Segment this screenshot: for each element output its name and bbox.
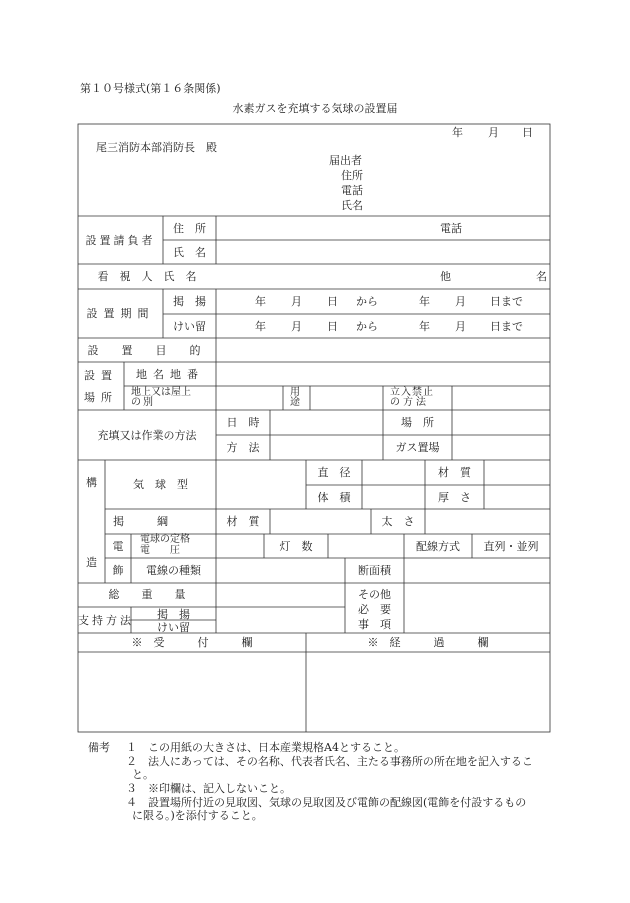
note-1: １ この用紙の大きさは、日本産業規格A4とすること。: [126, 741, 405, 754]
watcher-label: 看 視 人 氏 名: [97, 270, 197, 283]
date-year: 年: [452, 126, 463, 139]
reception-column-header: ※ 受 付 欄: [131, 636, 253, 649]
place-label-top: 設置: [84, 369, 118, 382]
period-word: 年: [255, 320, 266, 333]
rope-material-label: 材 質: [226, 515, 260, 528]
wiring-label: 配線方式: [416, 540, 460, 553]
period-word: 日: [327, 295, 338, 308]
other-label-2: 必 要: [358, 603, 391, 616]
rope-thickness-label: 太 さ: [381, 515, 415, 528]
thickness-label: 厚 さ: [438, 491, 471, 504]
phone-label: 電話: [341, 184, 363, 197]
note-3: ３ ※印欄は、記入しないこと。: [126, 782, 291, 795]
period-word: 月: [291, 295, 302, 308]
progress-column-header: ※ 経 過 欄: [367, 636, 489, 649]
volume-label: 体 積: [317, 491, 351, 504]
rope-label: 掲 綱: [113, 515, 168, 528]
wire-kind-label: 電線の種類: [146, 564, 201, 577]
total-weight-label: 総 重 量: [108, 588, 186, 601]
section-label: 断面積: [358, 564, 391, 577]
lamps-label: 灯 数: [279, 540, 313, 553]
period-word: 年: [255, 295, 266, 308]
datetime-label: 日 時: [226, 416, 260, 429]
use-label-top: 用: [290, 387, 300, 398]
contractor-label: 設置請負者: [85, 234, 156, 247]
wiring-value: 直列・並列: [483, 540, 539, 553]
decoration-label-top: 電: [112, 540, 124, 553]
note-4: ４ 設置場所付近の見取図、気球の見取図及び電飾の配線図(電飾を付設するもの: [126, 796, 527, 809]
rated-label-top: 電球の定格: [140, 534, 190, 545]
method-label: 方 法: [226, 441, 260, 454]
filling-method-label: 充填又は作業の方法: [97, 429, 197, 442]
contractor-name-label: 氏 名: [173, 246, 206, 259]
notifier-label: 届出者: [329, 154, 362, 167]
diameter-label: 直 径: [317, 466, 351, 479]
period-word: 年: [419, 320, 430, 333]
ground-label-bottom: の別: [131, 397, 155, 408]
form-number: 第１０号様式(第１６条関係): [80, 82, 221, 95]
support-moor-label: けい留: [157, 621, 190, 634]
date-day: 日: [522, 126, 533, 139]
other-label-3: 事 項: [358, 618, 391, 631]
period-label: 設置期間: [86, 307, 155, 320]
others-label: 他: [440, 270, 451, 283]
note-2: ２ 法人にあっては、その名称、代表者氏名、主たる事務所の所在地を記入するこ: [126, 755, 533, 768]
form-title: 水素ガスを充填する気球の設置届: [232, 102, 398, 115]
period-word: 日まで: [490, 320, 523, 333]
place-label-bottom: 場所: [84, 391, 118, 404]
restrict-label-bottom: の方法: [390, 397, 429, 408]
support-hoist-label: 掲 揚: [157, 608, 190, 621]
material-label: 材 質: [438, 466, 471, 479]
location-label: 場 所: [401, 416, 434, 429]
purpose-label: 設 置 目 的: [87, 344, 207, 357]
period-word: 月: [291, 320, 302, 333]
persons-label: 名: [536, 270, 547, 283]
name-label: 氏名: [341, 199, 363, 212]
period-hoist-label: 掲 揚: [173, 295, 206, 308]
contractor-address-label: 住 所: [173, 222, 206, 235]
period-word: 月: [455, 320, 466, 333]
period-word: 月: [455, 295, 466, 308]
address-label: 住所: [341, 169, 363, 182]
addressee: 尾三消防本部消防長 殿: [96, 141, 217, 154]
gas-place-label: ガス置場: [395, 441, 440, 454]
restrict-label-top: 立入禁止: [390, 387, 434, 398]
date-month: 月: [488, 126, 499, 139]
note-4-continued: に限る。)を添付すること。: [132, 809, 263, 822]
decoration-label-bottom: 飾: [112, 564, 124, 577]
rated-label-bottom: 電 圧: [140, 545, 180, 556]
lot-label: 地名地番: [136, 368, 204, 381]
period-word: から: [356, 295, 378, 308]
period-word: から: [356, 320, 378, 333]
contractor-phone-label: 電話: [440, 222, 462, 235]
support-method-label: 支持方法: [78, 614, 134, 627]
notes-label: 備考: [88, 741, 110, 754]
structure-label-top: 構: [86, 476, 97, 489]
period-moor-label: けい留: [173, 320, 206, 333]
other-label-1: その他: [358, 588, 391, 601]
period-word: 日: [327, 320, 338, 333]
period-word: 日まで: [490, 295, 523, 308]
balloon-type-label: 気 球 型: [133, 478, 188, 491]
period-word: 年: [419, 295, 430, 308]
use-label-bottom: 途: [290, 397, 300, 408]
note-2-continued: と。: [132, 768, 154, 781]
structure-label-bottom: 造: [86, 556, 97, 569]
ground-label-top: 地上又は屋上: [131, 387, 191, 398]
